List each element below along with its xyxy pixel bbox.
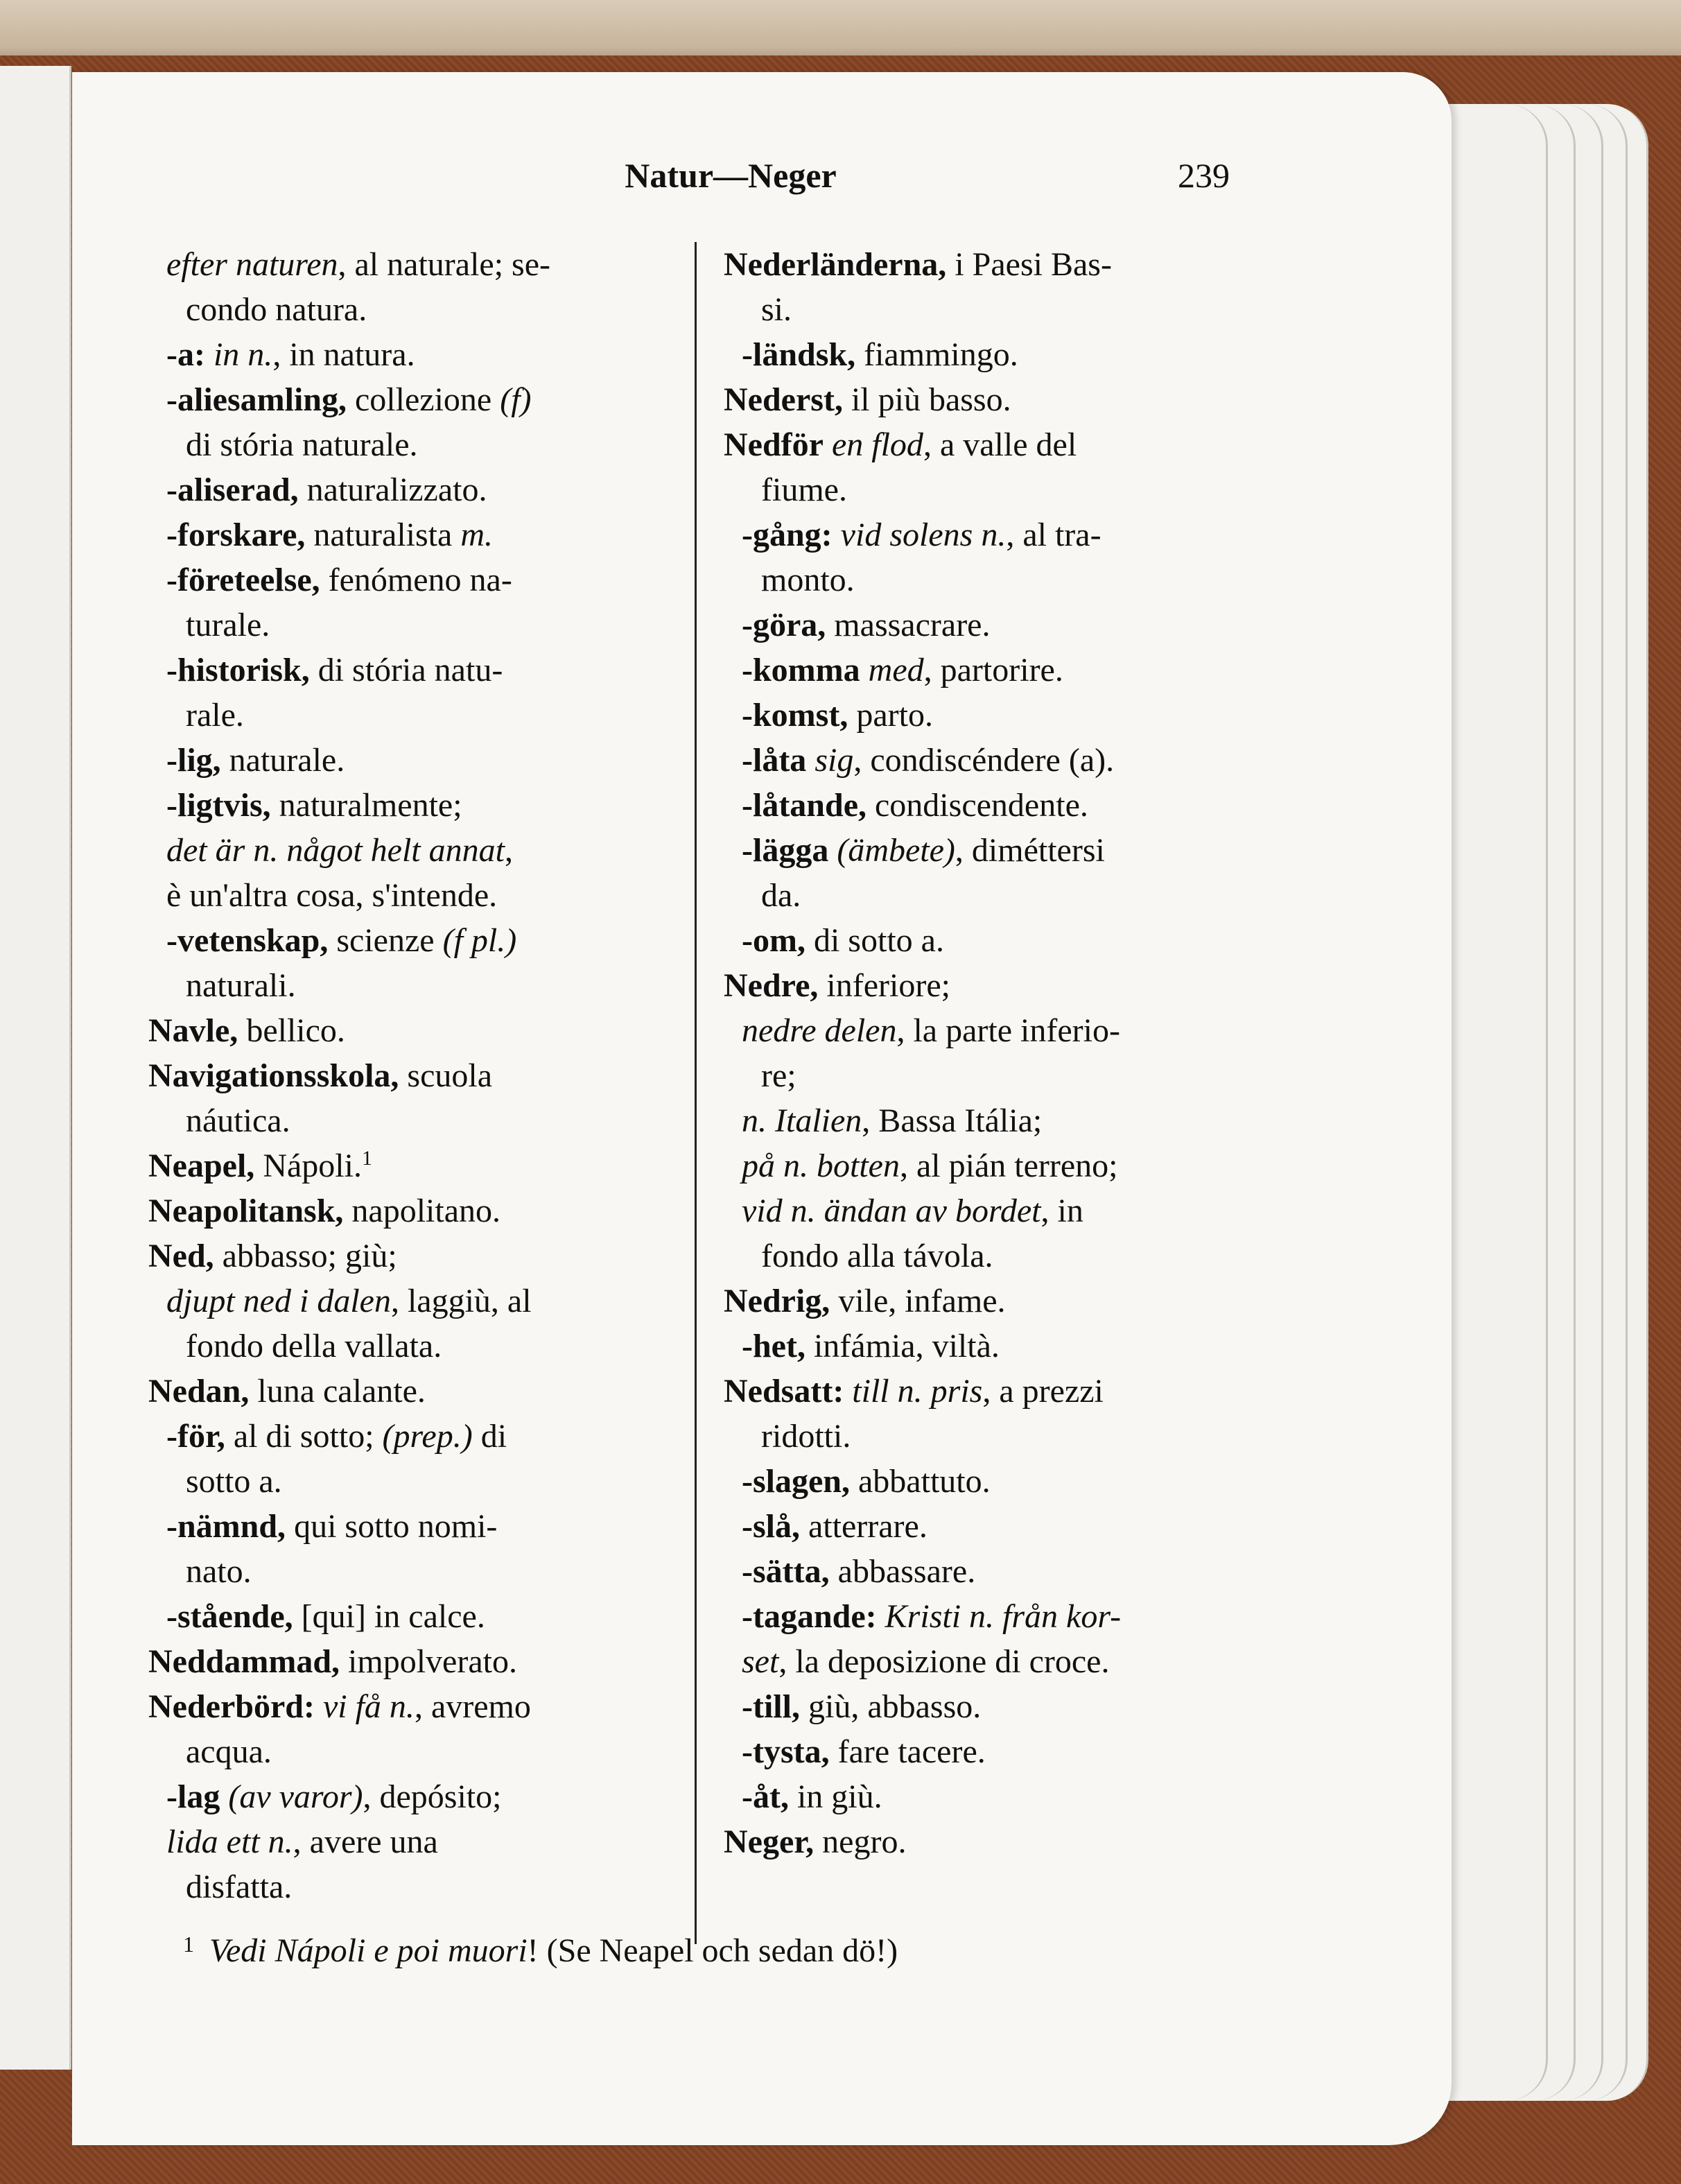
entry-line <box>148 242 758 287</box>
entry-line <box>148 603 758 648</box>
headword: -lag <box>166 1778 220 1815</box>
entry-text: condiscendente. <box>866 787 1088 824</box>
entry-line <box>724 422 1334 467</box>
entry-line <box>148 1414 758 1459</box>
entry-text: fondo della vallata. <box>186 1328 442 1364</box>
entry-line <box>148 1053 758 1098</box>
entry-text: scienze <box>328 922 443 959</box>
headword: Nedför <box>724 426 824 463</box>
entry-text: , in <box>1040 1193 1083 1229</box>
entry-line <box>148 332 758 377</box>
entry-line <box>724 603 1334 648</box>
entry-line <box>724 1053 1334 1098</box>
entry-line <box>148 557 758 603</box>
entry-line <box>724 557 1334 603</box>
dictionary-page <box>72 72 1452 2145</box>
headword: -slagen, <box>742 1463 850 1500</box>
entry-text: [qui] in calce. <box>293 1598 485 1635</box>
entry-text: abbasso; giù; <box>214 1238 397 1274</box>
entry-text: atterrare. <box>800 1508 927 1545</box>
entry-text: (ämbete) <box>828 832 955 869</box>
entry-text: luna calante. <box>249 1373 426 1410</box>
entry-text: , al tra- <box>1006 517 1101 553</box>
entry-text: fare tacere. <box>829 1733 986 1770</box>
entry-text: , avremo <box>414 1688 531 1725</box>
column-divider <box>695 242 697 1944</box>
entry-line <box>148 1324 758 1369</box>
footnote-text: ! (Se Neapel och sedan dö!) <box>527 1932 898 1969</box>
entry-text: , a valle del <box>923 426 1077 463</box>
entry-line <box>148 1684 758 1729</box>
headword: Nedrig, <box>724 1283 830 1319</box>
entry-text: sotto a. <box>186 1463 282 1500</box>
headword: Neddammad, <box>148 1643 340 1680</box>
entry-line <box>724 1188 1334 1233</box>
headword: -till, <box>742 1688 800 1725</box>
headword: -låtande, <box>742 787 866 824</box>
entry-text: turale. <box>186 607 270 643</box>
headword: -åt, <box>742 1778 789 1815</box>
entry-line <box>148 1369 758 1414</box>
entry-line <box>724 918 1334 963</box>
entry-line <box>724 1143 1334 1188</box>
entry-line <box>148 1819 758 1864</box>
entry-line <box>724 377 1334 422</box>
entry-text: monto. <box>761 562 855 598</box>
entry-line <box>724 332 1334 377</box>
entry-line <box>148 1098 758 1143</box>
headword: -komst, <box>742 697 848 734</box>
headword: -för, <box>166 1418 225 1455</box>
entry-text: (av varor) <box>220 1778 363 1815</box>
page-number: 239 <box>1178 156 1230 195</box>
entry-text: disfatta. <box>186 1869 293 1905</box>
entry-line <box>724 1279 1334 1324</box>
headword: Navigationsskola, <box>148 1057 399 1094</box>
entry-text: (f) <box>500 381 532 418</box>
entry-text: , la deposizione di croce. <box>778 1643 1110 1680</box>
entry-text: vile, infame. <box>830 1283 1006 1319</box>
headword: -om, <box>742 922 805 959</box>
headword: -historisk, <box>166 652 310 688</box>
entry-text: parto. <box>848 697 933 734</box>
entry-line <box>724 1414 1334 1459</box>
entry-text: inferiore; <box>818 967 950 1004</box>
footnote-ref: 1 <box>361 1147 372 1170</box>
headword: Navle, <box>148 1012 238 1049</box>
entry-text: det är n. något helt annat <box>166 832 505 869</box>
headword: -forskare, <box>166 517 306 553</box>
entry-text: giù, abbasso. <box>799 1688 982 1725</box>
entry-text: acqua. <box>186 1733 272 1770</box>
entry-line <box>148 873 758 918</box>
entry-text: di sotto a. <box>805 922 944 959</box>
entry-text: in giù. <box>788 1778 882 1815</box>
entry-text: condo natura. <box>186 291 367 328</box>
entry-line <box>724 1594 1334 1639</box>
headword: -ländsk, <box>742 336 856 373</box>
entry-line <box>724 828 1334 873</box>
headword: -gång: <box>742 517 833 553</box>
entry-text: naturale. <box>220 742 345 779</box>
entry-line <box>148 1188 758 1233</box>
entry-text: , diméttersi <box>955 832 1105 869</box>
entry-text: , avere una <box>293 1823 438 1860</box>
entry-text: n. Italien <box>742 1102 862 1139</box>
entry-line <box>724 1684 1334 1729</box>
entry-line <box>724 648 1334 693</box>
headword: Neapolitansk, <box>148 1193 344 1229</box>
entry-line <box>148 422 758 467</box>
entry-line <box>724 242 1334 287</box>
entry-text: på n. botten <box>742 1147 900 1184</box>
right-column <box>724 242 1334 1864</box>
entry-text: set <box>742 1643 779 1680</box>
headword: -lig, <box>166 742 221 779</box>
entry-text: rale. <box>186 697 244 734</box>
entry-text: , la parte inferio- <box>896 1012 1120 1049</box>
headword: Nedre, <box>724 967 819 1004</box>
headword: Neger, <box>724 1823 815 1860</box>
entry-text: náutica. <box>186 1102 290 1139</box>
entry-text: il più basso. <box>842 381 1011 418</box>
entry-text: (prep.) <box>382 1418 473 1455</box>
entry-text: till n. pris <box>844 1373 983 1410</box>
entry-line <box>148 1864 758 1909</box>
entry-line <box>148 1143 758 1188</box>
footnote <box>183 1922 1361 1973</box>
headword: -lägga <box>742 832 829 869</box>
entry-text: abbassare. <box>829 1553 976 1590</box>
entry-line <box>724 783 1334 828</box>
entry-line <box>148 1549 758 1594</box>
entry-line <box>724 287 1334 332</box>
entry-line <box>724 738 1334 783</box>
headword: Ned, <box>148 1238 214 1274</box>
entry-line <box>148 693 758 738</box>
entry-text: Nápoli. <box>254 1147 362 1184</box>
entry-text: di stória naturale. <box>186 426 418 463</box>
entry-line <box>724 467 1334 512</box>
entry-text: si. <box>761 291 792 328</box>
entry-text: m. <box>460 517 493 553</box>
entry-text: , partorire. <box>923 652 1063 688</box>
entry-text: impolverato. <box>340 1643 517 1680</box>
entry-text: massacrare. <box>826 607 991 643</box>
headword: -stående, <box>166 1598 293 1635</box>
entry-text: abbattuto. <box>850 1463 991 1500</box>
entry-text: , in natura. <box>272 336 415 373</box>
entry-text: da. <box>761 877 801 914</box>
entry-line <box>148 512 758 557</box>
entry-text: Kristi n. från kor- <box>876 1598 1122 1635</box>
entry-text: (f pl.) <box>442 922 517 959</box>
entry-line <box>724 1549 1334 1594</box>
entry-text: i Paesi Bas- <box>946 246 1112 283</box>
headword: -göra, <box>742 607 826 643</box>
entry-text: collezione <box>347 381 500 418</box>
headword: Nederbörd: <box>148 1688 315 1725</box>
headword: -ligtvis, <box>166 787 271 824</box>
entry-text: vi få n. <box>314 1688 415 1725</box>
entry-line <box>724 1639 1334 1684</box>
entry-text: nato. <box>186 1553 252 1590</box>
headword: -komma <box>742 652 860 688</box>
entry-text: in n. <box>204 336 273 373</box>
entry-text: vid solens n. <box>832 517 1007 553</box>
headword: -tysta, <box>742 1733 830 1770</box>
entry-text: negro. <box>814 1823 907 1860</box>
entry-text: bellico. <box>238 1012 345 1049</box>
page-header <box>72 155 1452 218</box>
entry-line <box>148 783 758 828</box>
entry-text: efter naturen <box>166 246 338 283</box>
entry-text: , al pián terreno; <box>899 1147 1118 1184</box>
entry-line <box>724 1504 1334 1549</box>
entry-line <box>148 287 758 332</box>
headword: -låta <box>742 742 807 779</box>
entry-text: naturalmente; <box>270 787 462 824</box>
headword: Nederst, <box>724 381 843 418</box>
headword: -företeelse, <box>166 562 320 598</box>
footnote-mark: 1 <box>183 1932 194 1957</box>
entry-line <box>724 1233 1334 1279</box>
entry-text: è un'altra cosa, s'intende. <box>166 877 498 914</box>
entry-text: fiammingo. <box>855 336 1018 373</box>
entry-line <box>724 1774 1334 1819</box>
headword: -het, <box>742 1328 805 1364</box>
entry-text: di <box>472 1418 507 1455</box>
entry-text: , al naturale; se- <box>338 246 551 283</box>
headword: -aliserad, <box>166 471 299 508</box>
entry-text: , a prezzi <box>982 1373 1104 1410</box>
headword: -nämnd, <box>166 1508 286 1545</box>
entry-line <box>148 648 758 693</box>
entry-line <box>724 1324 1334 1369</box>
entry-line <box>148 828 758 873</box>
headword: -vetenskap, <box>166 922 329 959</box>
entry-line <box>724 693 1334 738</box>
entry-text: , depósito; <box>363 1778 502 1815</box>
entry-text: med <box>860 652 924 688</box>
entry-line <box>148 1008 758 1053</box>
running-head: Natur—Neger <box>625 156 837 195</box>
headword: Nederländerna, <box>724 246 947 283</box>
entry-text: fenómeno na- <box>320 562 512 598</box>
entry-text: napolitano. <box>343 1193 501 1229</box>
entry-line <box>148 1774 758 1819</box>
entry-text: , laggiù, al <box>390 1283 532 1319</box>
entry-line <box>724 1459 1334 1504</box>
entry-line <box>148 1459 758 1504</box>
entry-text: naturali. <box>186 967 296 1004</box>
left-page-strip <box>0 66 71 2070</box>
entry-text: scuola <box>399 1057 493 1094</box>
left-column <box>148 242 758 1909</box>
entry-text: en flod <box>823 426 923 463</box>
entry-line <box>148 1504 758 1549</box>
entry-line <box>724 1729 1334 1774</box>
entry-text: fondo alla távola. <box>761 1238 993 1274</box>
headword: -slå, <box>742 1508 800 1545</box>
entry-text: sig <box>806 742 854 779</box>
entry-text: lida ett n. <box>166 1823 293 1860</box>
entry-text: al di sotto; <box>225 1418 383 1455</box>
entry-line <box>148 918 758 963</box>
entry-line <box>724 1008 1334 1053</box>
entry-text: di stória natu- <box>309 652 503 688</box>
entry-line <box>148 738 758 783</box>
entry-line <box>724 1369 1334 1414</box>
entry-line <box>148 1639 758 1684</box>
entry-line <box>148 1233 758 1279</box>
entry-text: naturalista <box>305 517 461 553</box>
headword: -tagande: <box>742 1598 877 1635</box>
entry-line <box>148 1729 758 1774</box>
headword: Nedsatt: <box>724 1373 844 1410</box>
entry-line <box>724 1098 1334 1143</box>
entry-text: fiume. <box>761 471 847 508</box>
entry-line <box>148 1279 758 1324</box>
footnote-italic: Vedi Nápoli e poi muori <box>209 1932 528 1969</box>
entry-text: re; <box>761 1057 796 1094</box>
entry-line <box>724 873 1334 918</box>
entry-line <box>148 377 758 422</box>
entry-text: , Bassa Itália; <box>862 1102 1043 1139</box>
entry-text: naturalizzato. <box>298 471 487 508</box>
entry-text: ridotti. <box>761 1418 851 1455</box>
entry-text: nedre delen <box>742 1012 897 1049</box>
entry-text: , <box>504 832 513 869</box>
headword: Nedan, <box>148 1373 250 1410</box>
entry-text: , condiscéndere (a). <box>853 742 1115 779</box>
entry-text: infámia, viltà. <box>805 1328 1000 1364</box>
entry-line <box>148 963 758 1008</box>
entry-line <box>148 1594 758 1639</box>
headword: -sätta, <box>742 1553 830 1590</box>
entry-text: djupt ned i dalen <box>166 1283 391 1319</box>
headword: -a: <box>166 336 205 373</box>
entry-line <box>148 467 758 512</box>
headword: -aliesamling, <box>166 381 347 418</box>
entry-text: qui sotto nomi- <box>286 1508 498 1545</box>
entry-line <box>724 512 1334 557</box>
headword: Neapel, <box>148 1147 255 1184</box>
entry-line <box>724 1819 1334 1864</box>
entry-text: vid n. ändan av bordet <box>742 1193 1041 1229</box>
entry-line <box>724 963 1334 1008</box>
